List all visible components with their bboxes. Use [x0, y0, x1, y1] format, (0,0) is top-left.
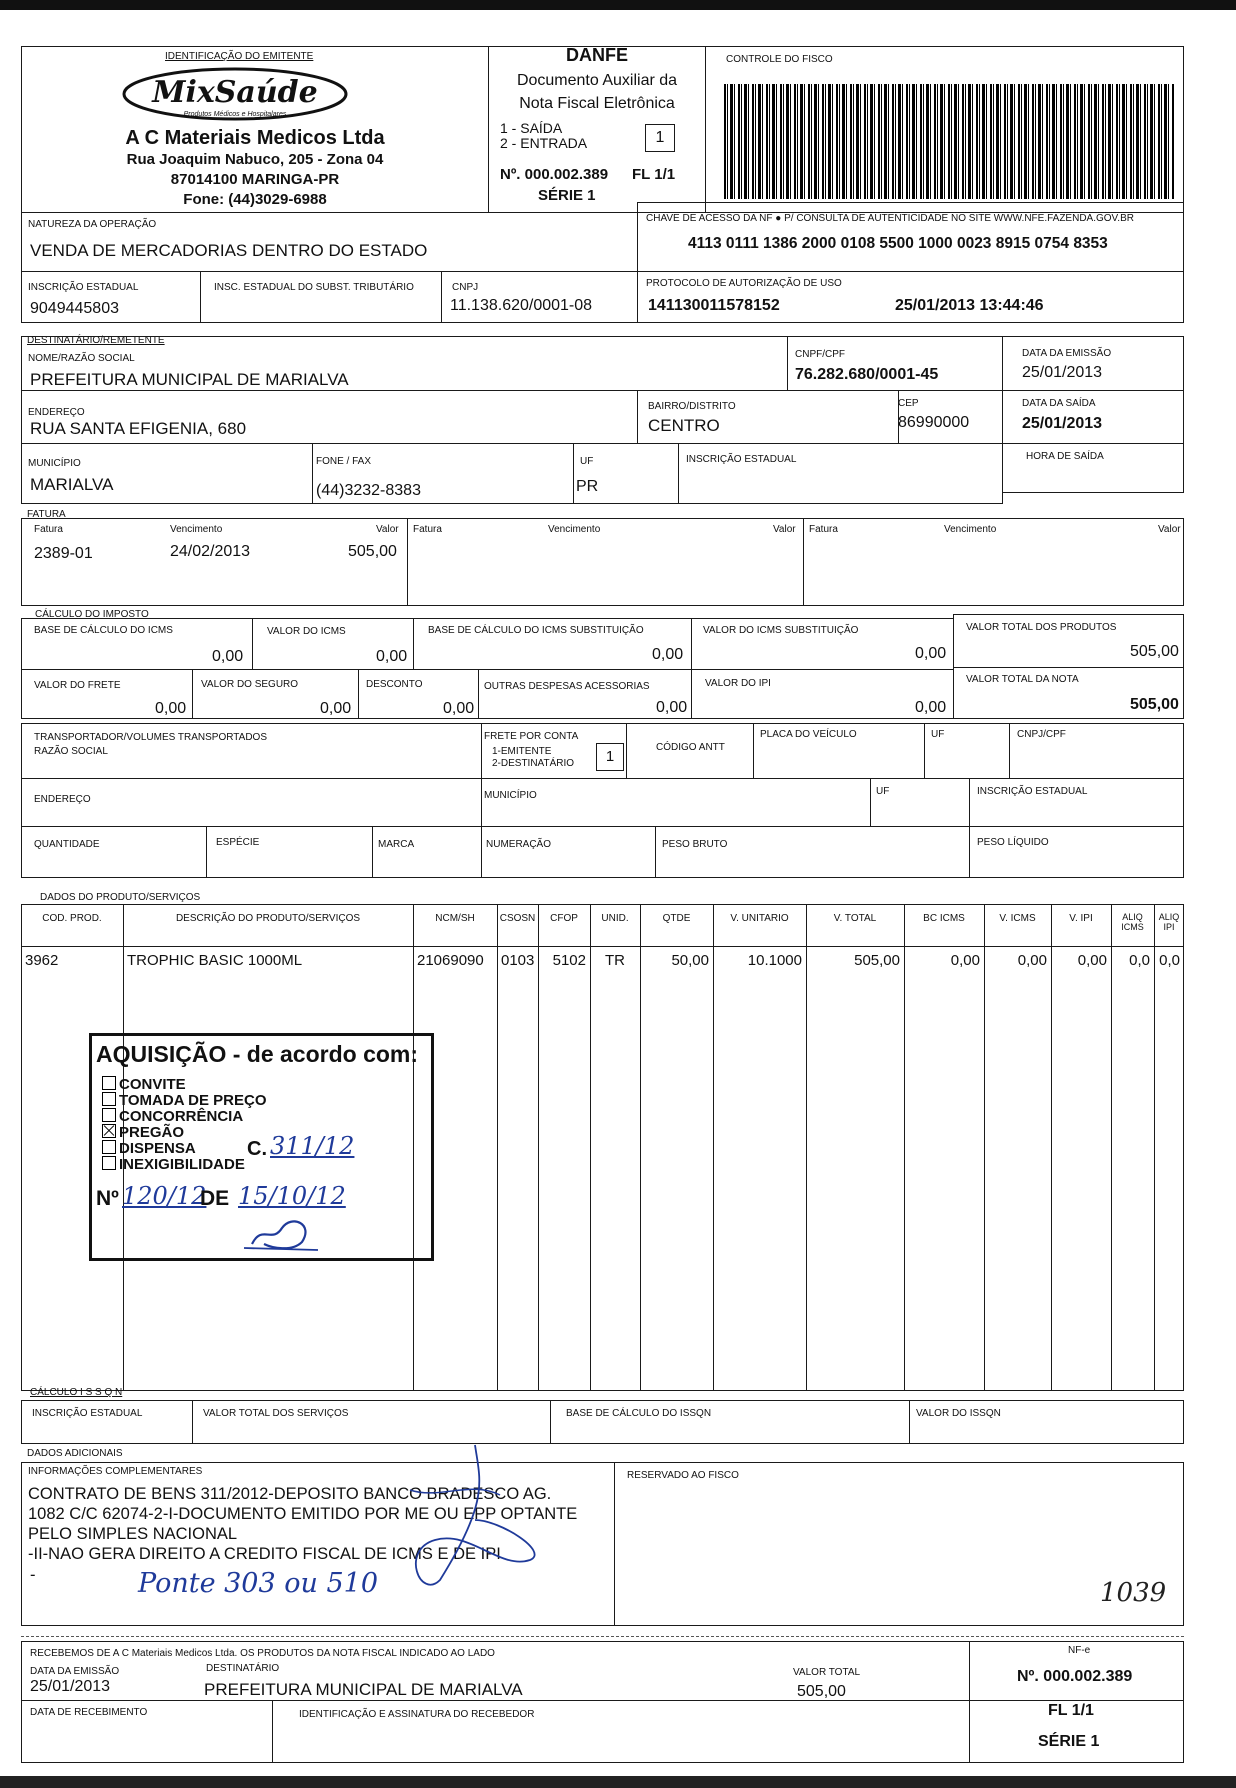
table-header-cell: NCM/SH — [435, 913, 475, 924]
dest-uf-value: PR — [576, 478, 599, 495]
reservado-divider — [614, 1462, 615, 1626]
fatura-col-venc-2: Vencimento — [548, 524, 601, 535]
reservado-label: RESERVADO AO FISCO — [627, 1470, 739, 1481]
transp-frete-value: 1 — [596, 743, 624, 771]
stamp-no-label: Nº — [96, 1187, 119, 1210]
svg-text:MixSaúde: MixSaúde — [152, 75, 318, 110]
table-header-cell: BC ICMS — [923, 913, 965, 924]
danfe-saida: 1 - SAÍDA — [500, 120, 563, 136]
dest-endereco-label: ENDEREÇO — [28, 407, 85, 418]
issqn-ie-label: INSCRIÇÃO ESTADUAL — [32, 1408, 143, 1419]
stamp-no-hand: 120/12 — [122, 1182, 207, 1210]
stamp-option-pregao: PREGÃO — [102, 1124, 267, 1140]
checkbox-icon — [102, 1156, 116, 1170]
table-cell: 0,00 — [1077, 952, 1107, 969]
dest-saida-label: DATA DA SAÍDA — [1022, 398, 1096, 409]
stamp-c-hand: 311/12 — [270, 1132, 355, 1160]
table-column-divider — [1051, 904, 1052, 1391]
canhoto-dest: PREFEITURA MUNICIPAL DE MARIALVA — [204, 1680, 523, 1699]
table-cell: 505,00 — [854, 952, 900, 969]
dest-fone-label: FONE / FAX — [316, 456, 372, 467]
checkbox-icon — [102, 1092, 116, 1106]
info-line-3: PELO SIMPLES NACIONAL — [28, 1525, 238, 1543]
danfe-tipo-box: 1 — [645, 124, 675, 152]
table-header-cell: V. TOTAL — [833, 913, 877, 924]
emitente-section-label: IDENTIFICAÇÃO DO EMITENTE — [165, 51, 314, 62]
issqn-section-label: CÁLCULO I S S Q N — [30, 1387, 123, 1398]
dest-cnpj-label: CNPF/CPF — [795, 349, 845, 360]
fatura-vencimento: 24/02/2013 — [170, 543, 251, 560]
icms-value: 0,00 — [376, 648, 408, 665]
table-cell: 3962 — [25, 952, 59, 969]
fatura-col-venc: Vencimento — [170, 524, 223, 535]
table-column-divider — [538, 904, 539, 1391]
table-header-cell: V. ICMS — [999, 913, 1036, 924]
transp-frete-label: FRETE POR CONTA — [484, 731, 579, 742]
icms-st-value: 0,00 — [915, 645, 947, 662]
adicionais-section-label: DADOS ADICIONAIS — [27, 1448, 123, 1459]
transp-qtd-label: QUANTIDADE — [34, 839, 100, 850]
table-cell: 5102 — [552, 952, 586, 969]
dest-fone-value: (44)3232-8383 — [316, 482, 421, 499]
issqn-divider — [550, 1400, 551, 1444]
canhoto-nfe-label: NF-e — [1068, 1645, 1091, 1656]
table-header-cell: UNID. — [601, 913, 629, 924]
emitente-name: A C Materiais Medicos Ltda — [125, 127, 385, 149]
stamp-option-dispensa: DISPENSA — [102, 1140, 267, 1156]
protocolo-label: PROTOCOLO DE AUTORIZAÇÃO DE USO — [646, 278, 842, 289]
table-cell: 0,0 — [1129, 952, 1150, 969]
table-column-divider — [1111, 904, 1112, 1391]
transp-uf2-label: UF — [876, 786, 890, 797]
table-column-divider — [640, 904, 641, 1391]
fatura-col-valor-3: Valor — [1158, 524, 1181, 535]
issqn-divider — [192, 1400, 193, 1444]
fatura-col-valor: Valor — [376, 524, 399, 535]
transp-numeracao-box — [481, 826, 656, 878]
dest-cep-value: 86990000 — [898, 414, 970, 431]
canhoto-serie: SÉRIE 1 — [1038, 1733, 1100, 1750]
acquisition-stamp — [89, 1033, 434, 1261]
dest-municipio-value: MARIALVA — [30, 475, 114, 494]
danfe-title: DANFE — [566, 45, 628, 65]
transp-especie-box — [206, 826, 373, 878]
danfe-numero: Nº. 000.002.389 — [500, 166, 609, 183]
table-cell: 0,00 — [950, 952, 980, 969]
initials-signature — [242, 1214, 322, 1254]
mixsaude-logo — [120, 64, 350, 124]
natureza-value: VENDA DE MERCADORIAS DENTRO DO ESTADO — [30, 241, 428, 260]
dest-ie-box — [678, 443, 1003, 504]
frete-value: 0,00 — [155, 700, 187, 717]
dest-cep-label: CEP — [898, 398, 919, 409]
total-nota-value: 505,00 — [1130, 696, 1179, 713]
frete-label: VALOR DO FRETE — [34, 680, 121, 691]
dest-ie-label: INSCRIÇÃO ESTADUAL — [686, 454, 797, 465]
issqn-valor-label: VALOR DO ISSQN — [916, 1408, 1001, 1419]
protocolo-data: 25/01/2013 13:44:46 — [895, 297, 1044, 314]
dest-uf-label: UF — [580, 456, 594, 467]
info-line-2: 1082 C/C 62074-2-I-DOCUMENTO EMITIDO POR ME OU EPP OPTANTE — [28, 1505, 578, 1523]
info-line-1: CONTRATO DE BENS 311/2012-DEPOSITO BANCO BRADESCO AG. — [28, 1485, 552, 1503]
dest-nome-label: NOME/RAZÃO SOCIAL — [28, 353, 135, 364]
emitente-phone: Fone: (44)3029-6988 — [183, 191, 327, 208]
table-header-cell: CSOSN — [499, 913, 536, 924]
outras-value: 0,00 — [656, 699, 688, 716]
desconto-value: 0,00 — [443, 700, 475, 717]
info-line-5: - — [30, 1566, 36, 1584]
dest-emissao-value: 25/01/2013 — [1022, 364, 1103, 381]
desconto-label: DESCONTO — [366, 679, 423, 690]
stamp-option-inexigibilidade: INEXIGIBILIDADE — [102, 1156, 267, 1172]
handwritten-number: 1039 — [1100, 1578, 1167, 1608]
table-column-divider — [984, 904, 985, 1391]
fatura-col-fatura-2: Fatura — [413, 524, 442, 535]
table-header-cell: ALIQ ICMS — [1121, 912, 1144, 932]
bc-icms-label: BASE DE CÁLCULO DO ICMS — [34, 625, 173, 636]
emitente-address: Rua Joaquim Nabuco, 205 - Zona 04 — [126, 151, 384, 168]
table-cell: 0,00 — [1017, 952, 1047, 969]
stamp-de-label: DE — [200, 1187, 230, 1210]
table-cell: 0103 — [501, 952, 535, 969]
canhoto-numero: Nº. 000.002.389 — [1017, 1668, 1133, 1685]
table-cell: TR — [605, 952, 625, 969]
issqn-bc-label: BASE DE CÁLCULO DO ISSQN — [566, 1408, 712, 1419]
table-header-cell: DESCRIÇÃO DO PRODUTO/SERVIÇOS — [175, 913, 361, 924]
scan-bottom-edge — [0, 1776, 1236, 1788]
transp-label: TRANSPORTADOR/VOLUMES TRANSPORTADOS — [34, 732, 268, 743]
stamp-option-tomada: TOMADA DE PREÇO — [102, 1092, 267, 1108]
danfe-line1: Documento Auxiliar da — [516, 72, 678, 89]
fatura-col-valor-2: Valor — [773, 524, 796, 535]
bc-st-value: 0,00 — [652, 646, 684, 663]
info-label: INFORMAÇÕES COMPLEMENTARES — [28, 1466, 203, 1477]
fatura-col-fatura: Fatura — [34, 524, 63, 535]
transp-peso-liq-box — [969, 826, 1184, 878]
dest-endereco-value: RUA SANTA EFIGENIA, 680 — [30, 419, 247, 438]
issqn-divider — [909, 1400, 910, 1444]
transp-especie-label: ESPÉCIE — [216, 837, 260, 848]
produtos-section-label: DADOS DO PRODUTO/SERVIÇOS — [40, 892, 201, 903]
table-header-cell: QTDE — [662, 913, 691, 924]
table-column-divider — [590, 904, 591, 1391]
dest-saida-value: 25/01/2013 — [1022, 415, 1103, 432]
canhoto-emissao: 25/01/2013 — [30, 1678, 111, 1695]
dest-nome-value: PREFEITURA MUNICIPAL DE MARIALVA — [30, 370, 349, 389]
bc-st-label: BASE DE CÁLCULO DO ICMS SUBSTITUIÇÃO — [428, 625, 644, 636]
icms-st-label: VALOR DO ICMS SUBSTITUIÇÃO — [703, 625, 859, 636]
fatura-col-venc-3: Vencimento — [944, 524, 997, 535]
handwritten-note: Ponte 303 ou 510 — [138, 1568, 379, 1599]
canhoto-numero-box — [969, 1641, 1184, 1763]
transp-municipio-label: MUNICÍPIO — [484, 790, 537, 801]
total-nota-label: VALOR TOTAL DA NOTA — [966, 674, 1079, 685]
receb-label: DATA DE RECEBIMENTO — [30, 1707, 148, 1718]
total-prod-label: VALOR TOTAL DOS PRODUTOS — [966, 622, 1117, 633]
destinatario-section-label: DESTINATÁRIO/REMETENTE — [27, 335, 165, 346]
issqn-servicos-label: VALOR TOTAL DOS SERVIÇOS — [203, 1408, 349, 1419]
chave-value: 4113 0111 1386 2000 0108 5500 1000 0023 8915 0754 8353 — [688, 235, 1108, 252]
transp-razao-label: RAZÃO SOCIAL — [34, 746, 108, 757]
dest-municipio-box — [21, 443, 313, 504]
table-column-divider — [1154, 904, 1155, 1391]
transp-peso-liq-label: PESO LÍQUIDO — [977, 837, 1049, 848]
ie-st-box — [200, 271, 442, 323]
stamp-c-label: C. — [247, 1138, 267, 1160]
danfe-serie: SÉRIE 1 — [538, 187, 596, 204]
danfe-entrada: 2 - ENTRADA — [500, 135, 588, 151]
bc-icms-value: 0,00 — [212, 648, 244, 665]
transp-marca-label: MARCA — [378, 839, 415, 850]
perforation-line — [21, 1636, 1184, 1637]
fatura-col-fatura-3: Fatura — [809, 524, 838, 535]
controle-fisco-label: CONTROLE DO FISCO — [726, 54, 833, 65]
checkbox-icon — [102, 1076, 116, 1090]
table-header-cell: V. IPI — [1069, 913, 1093, 924]
table-cell: 0,0 — [1159, 952, 1180, 969]
transp-frete-opt2: 2-DESTINATÁRIO — [492, 758, 575, 769]
barcode — [724, 84, 1174, 199]
ie-st-label: INSC. ESTADUAL DO SUBST. TRIBUTÁRIO — [214, 282, 414, 293]
fatura-divider — [803, 518, 804, 606]
dest-municipio-label: MUNICÍPIO — [28, 458, 81, 469]
issqn-box — [21, 1400, 1184, 1444]
fatura-valor: 505,00 — [348, 543, 397, 560]
emitente-city: 87014100 MARINGA-PR — [170, 171, 340, 188]
canhoto-dest-label: DESTINATÁRIO — [206, 1663, 280, 1674]
svg-text:Produtos Médicos e Hospitalare: Produtos Médicos e Hospitalares — [183, 111, 287, 118]
scan-top-edge — [0, 0, 1236, 10]
stamp-title: AQUISIÇÃO - de acordo com: — [96, 1041, 419, 1067]
table-header-cell: CFOP — [550, 913, 578, 924]
ie-label: INSCRIÇÃO ESTADUAL — [28, 282, 139, 293]
transp-uf-label: UF — [931, 729, 945, 740]
checkbox-icon — [102, 1140, 116, 1154]
canhoto-total-label: VALOR TOTAL — [793, 1667, 861, 1678]
dest-bairro-value: CENTRO — [648, 416, 720, 435]
transp-cnpj-label: CNPJ/CPF — [1017, 729, 1066, 740]
signature-scribble — [380, 1440, 560, 1600]
transp-placa-label: PLACA DO VEÍCULO — [760, 729, 857, 740]
transp-peso-bruto-box — [655, 826, 970, 878]
ipi-label: VALOR DO IPI — [705, 678, 771, 689]
danfe-folha: FL 1/1 — [632, 166, 676, 183]
ipi-value: 0,00 — [915, 699, 947, 716]
cnpj-label: CNPJ — [452, 282, 479, 293]
dest-cnpj-value: 76.282.680/0001-45 — [795, 366, 939, 383]
transp-frete-opt1: 1-EMITENTE — [492, 746, 552, 757]
canhoto-recebemos: RECEBEMOS DE A C Materiais Medicos Ltda. OS PRODUTOS DA NOTA FISCAL INDICADO AO LADO — [30, 1648, 495, 1659]
dest-bairro-label: BAIRRO/DISTRITO — [648, 401, 736, 412]
stamp-de-hand: 15/10/12 — [238, 1182, 346, 1210]
fatura-section-label: FATURA — [27, 509, 66, 520]
table-column-divider — [713, 904, 714, 1391]
seguro-label: VALOR DO SEGURO — [201, 679, 299, 690]
transp-peso-bruto-label: PESO BRUTO — [662, 839, 728, 850]
table-header-cell: V. UNITARIO — [730, 913, 789, 924]
table-column-divider — [497, 904, 498, 1391]
table-header-cell: ALIQ IPI — [1158, 912, 1180, 932]
assinatura-label: IDENTIFICAÇÃO E ASSINATURA DO RECEBEDOR — [299, 1709, 535, 1720]
canhoto-emissao-label: DATA DA EMISSÃO — [30, 1666, 120, 1677]
transp-antt-label: CÓDIGO ANTT — [656, 742, 725, 753]
info-line-4: -II-NAO GERA DIREITO A CREDITO FISCAL DE ICMS E DE IPI — [28, 1545, 501, 1563]
table-column-divider — [904, 904, 905, 1391]
produtos-header-divider — [21, 946, 1184, 947]
dest-emissao-label: DATA DA EMISSÃO — [1022, 348, 1112, 359]
transp-qtd-box — [21, 826, 207, 878]
table-cell: 10.1000 — [747, 952, 802, 969]
transp-municipio-box — [481, 778, 871, 827]
table-cell: TROPHIC BASIC 1000ML — [127, 952, 303, 969]
icms-label: VALOR DO ICMS — [267, 626, 346, 637]
table-column-divider — [806, 904, 807, 1391]
transp-ie-label: INSCRIÇÃO ESTADUAL — [977, 786, 1088, 797]
stamp-option-concorrencia: CONCORRÊNCIA — [102, 1108, 267, 1124]
outras-label: OUTRAS DESPESAS ACESSORIAS — [484, 681, 650, 692]
danfe-line2: Nota Fiscal Eletrônica — [519, 95, 675, 112]
table-header-cell: COD. PROD. — [42, 913, 102, 924]
transp-endereco-label: ENDEREÇO — [34, 794, 91, 805]
transp-numeracao-label: NUMERAÇÃO — [486, 839, 552, 850]
fatura-numero: 2389-01 — [34, 545, 93, 562]
table-cell: 21069090 — [417, 952, 484, 969]
imposto-section-label: CÁLCULO DO IMPOSTO — [35, 609, 149, 620]
transp-marca-box — [372, 826, 482, 878]
fatura-divider — [407, 518, 408, 606]
total-prod-value: 505,00 — [1130, 643, 1179, 660]
canhoto-total: 505,00 — [797, 1683, 846, 1700]
seguro-value: 0,00 — [320, 700, 352, 717]
checkbox-checked-icon — [102, 1124, 116, 1138]
dest-hora-label: HORA DE SAÍDA — [1026, 451, 1104, 462]
stamp-option-convite: CONVITE — [102, 1076, 267, 1092]
cnpj-value: 11.138.620/0001-08 — [450, 297, 593, 314]
canhoto-folha: FL 1/1 — [1048, 1702, 1094, 1719]
stamp-options — [102, 1076, 267, 1172]
protocolo-value: 141130011578152 — [648, 297, 780, 314]
checkbox-icon — [102, 1108, 116, 1122]
natureza-label: NATUREZA DA OPERAÇÃO — [28, 219, 157, 230]
table-cell: 50,00 — [671, 952, 709, 969]
chave-label: CHAVE DE ACESSO DA NF ● P/ CONSULTA DE AUTENTICIDADE NO SITE WWW.NFE.FAZENDA.GOV.BR — [646, 213, 1134, 224]
ie-value: 9049445803 — [30, 300, 119, 317]
